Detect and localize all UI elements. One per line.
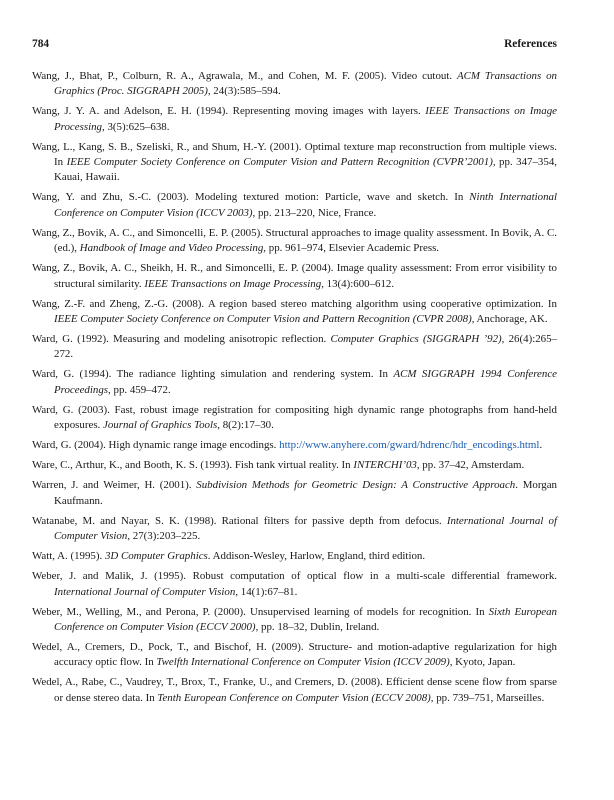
reference-details: , 14(1):67–81. [235,585,298,598]
page-header [32,38,557,54]
reference-details: , pp. 37–42, Amsterdam. [416,459,525,472]
reference-venue: IEEE Transactions on Image Processing [144,277,322,290]
reference-details: , pp. 459–472. [108,383,171,396]
reference-text: Ward, G. (2004). High dynamic range image encodings. [32,439,280,452]
reference-details: , pp. 739–751, Marseilles. [430,691,545,704]
reference-details: . Morgan Kaufmann. [54,479,557,507]
reference-details: , Anchorage, AK. [471,312,548,325]
reference-venue: International Journal of Computer Vision [54,585,236,598]
reference-venue: Subdivision Methods for Geometric Design: A Constructive Approach [196,479,516,492]
reference-details: , Kyoto, Japan. [449,656,516,669]
reference-venue: Tenth European Conference on Computer Vision (ECCV 2008) [157,691,431,704]
reference-details: , 26(4):265–272. [54,333,558,361]
reference-text: Wang, Z., Bovik, A. C., Sheikh, H. R., and Simoncelli, E. P. (2004). Image quality assessment: From error visibility to structural similarity. [32,262,557,290]
reference-details: , 13(4):600–612. [321,277,395,290]
reference-venue: 3D Computer Graphics [104,550,208,563]
reference-details: , pp. 213–220, Nice, France. [252,206,377,219]
reference-venue: IEEE Computer Society Conference on Computer Vision and Pattern Recognition (CVPR’2001) [66,156,493,169]
reference-entry [32,332,557,363]
reference-entry [32,104,557,135]
reference-entry [32,69,557,100]
reference-text: Ware, C., Arthur, K., and Booth, K. S. (1993). Fish tank virtual reality. In [32,459,354,472]
reference-text: Watanabe, M. and Nayar, S. K. (1998). Rational filters for passive depth from defocus. [32,514,447,527]
reference-entry [32,226,557,257]
page-number: 784 [32,38,50,50]
section-title: References [504,38,557,50]
reference-entry [32,140,557,186]
reference-entry [32,438,557,453]
reference-details: , pp. 18–32, Dublin, Ireland. [255,620,380,633]
reference-details: , 8(2):17–30. [217,419,274,432]
reference-text: Ward, G. (2003). Fast, robust image registration for compositing high dynamic range photographs from hand-held exposures. [32,403,557,432]
reference-venue: Sixth European Conference on Computer Vision (ECCV 2000) [54,605,557,633]
reference-text: Weber, M., Welling, M., and Perona, P. (2000). Unsupervised learning of models for recognition. In [32,605,489,618]
reference-details: , pp. 347–354, Kauai, Hawaii. [54,156,557,184]
reference-details: , 24(3):585–594. [207,85,281,98]
reference-details: . [539,439,543,452]
reference-text: Wedel, A., Cremers, D., Pock, T., and Bischof, H. (2009). Structure- and motion-adaptive regularization for high accuracy optic flow. In [32,641,557,669]
reference-text: Warren, J. and Weimer, H. (2001). [32,479,197,492]
reference-text: Wedel, A., Rabe, C., Vaudrey, T., Brox, T., Franke, U., and Cremers, D. (2008). Efficient dense scene flow from sparse or dense stereo data. In [32,676,557,704]
reference-entry [32,569,557,600]
reference-text: Wang, J. Y. A. and Adelson, E. H. (1994). Representing moving images with layers. [32,105,426,118]
reference-entry [32,297,557,328]
reference-entry [32,261,557,292]
reference-entry [32,675,557,706]
reference-entry [32,367,557,398]
reference-venue: IEEE Computer Society Conference on Computer Vision and Pattern Recognition (CVPR 2008) [54,312,472,325]
reference-venue: Ninth International Conference on Computer Vision (ICCV 2003) [54,191,557,219]
reference-details: , 3(5):625–638. [102,120,170,133]
reference-text: Watt, A. (1995). [32,550,105,563]
reference-text: Wang, Z.-F. and Zheng, Z.-G. (2008). A region based stereo matching algorithm using cooperative optimization. In [32,297,557,310]
reference-text: Ward, G. (1994). The radiance lighting simulation and rendering system. In [32,368,394,381]
reference-entry [32,514,557,545]
reference-text: Weber, J. and Malik, J. (1995). Robust computation of optical flow in a multi-scale differential framework. [32,570,557,583]
reference-text: Ward, G. (1992). Measuring and modeling anisotropic reflection. [32,333,331,346]
reference-entry [32,549,557,564]
reference-venue: IEEE Transactions on Image Processing [54,105,557,133]
reference-details: . Addison-Wesley, Harlow, England, third edition. [207,550,426,563]
reference-entry [32,458,557,473]
reference-url[interactable]: http://www.anyhere.com/gward/hdrenc/hdr_encodings.html [279,439,540,452]
reference-details: , pp. 961–974, Elsevier Academic Press. [263,242,440,255]
reference-entry [32,605,557,636]
reference-entry [32,403,557,434]
reference-text: Wang, Y. and Zhu, S.-C. (2003). Modeling textured motion: Particle, wave and sketch. In [32,191,470,204]
reference-venue: Twelfth International Conference on Computer Vision (ICCV 2009) [156,656,450,669]
reference-details: , 27(3):203–225. [127,530,201,543]
reference-entry [32,478,557,509]
reference-venue: International Journal of Computer Vision [54,514,557,543]
reference-venue: INTERCHI’03 [353,459,417,472]
reference-venue: Computer Graphics (SIGGRAPH ’92) [330,333,502,346]
reference-venue: Journal of Graphics Tools [103,419,218,432]
reference-venue: Handbook of Image and Video Processing [79,242,264,255]
reference-venue: ACM SIGGRAPH 1994 Conference Proceedings [54,368,558,396]
reference-entry [32,640,557,671]
reference-text: Wang, J., Bhat, P., Colburn, R. A., Agrawala, M., and Cohen, M. F. (2005). Video cutout. [32,70,458,82]
reference-text: Wang, Z., Bovik, A. C., and Simoncelli, E. P. (2005). Structural approaches to image quality assessment. In Bovik, A. C. (ed.), [32,226,557,255]
reference-entry [32,190,557,221]
reference-list [32,69,557,711]
reference-venue: ACM Transactions on Graphics (Proc. SIGGRAPH 2005) [54,70,557,98]
reference-text: Wang, L., Kang, S. B., Szeliski, R., and Shum, H.-Y. (2001). Optimal texture map reconstruction from multiple views. In [32,140,557,169]
